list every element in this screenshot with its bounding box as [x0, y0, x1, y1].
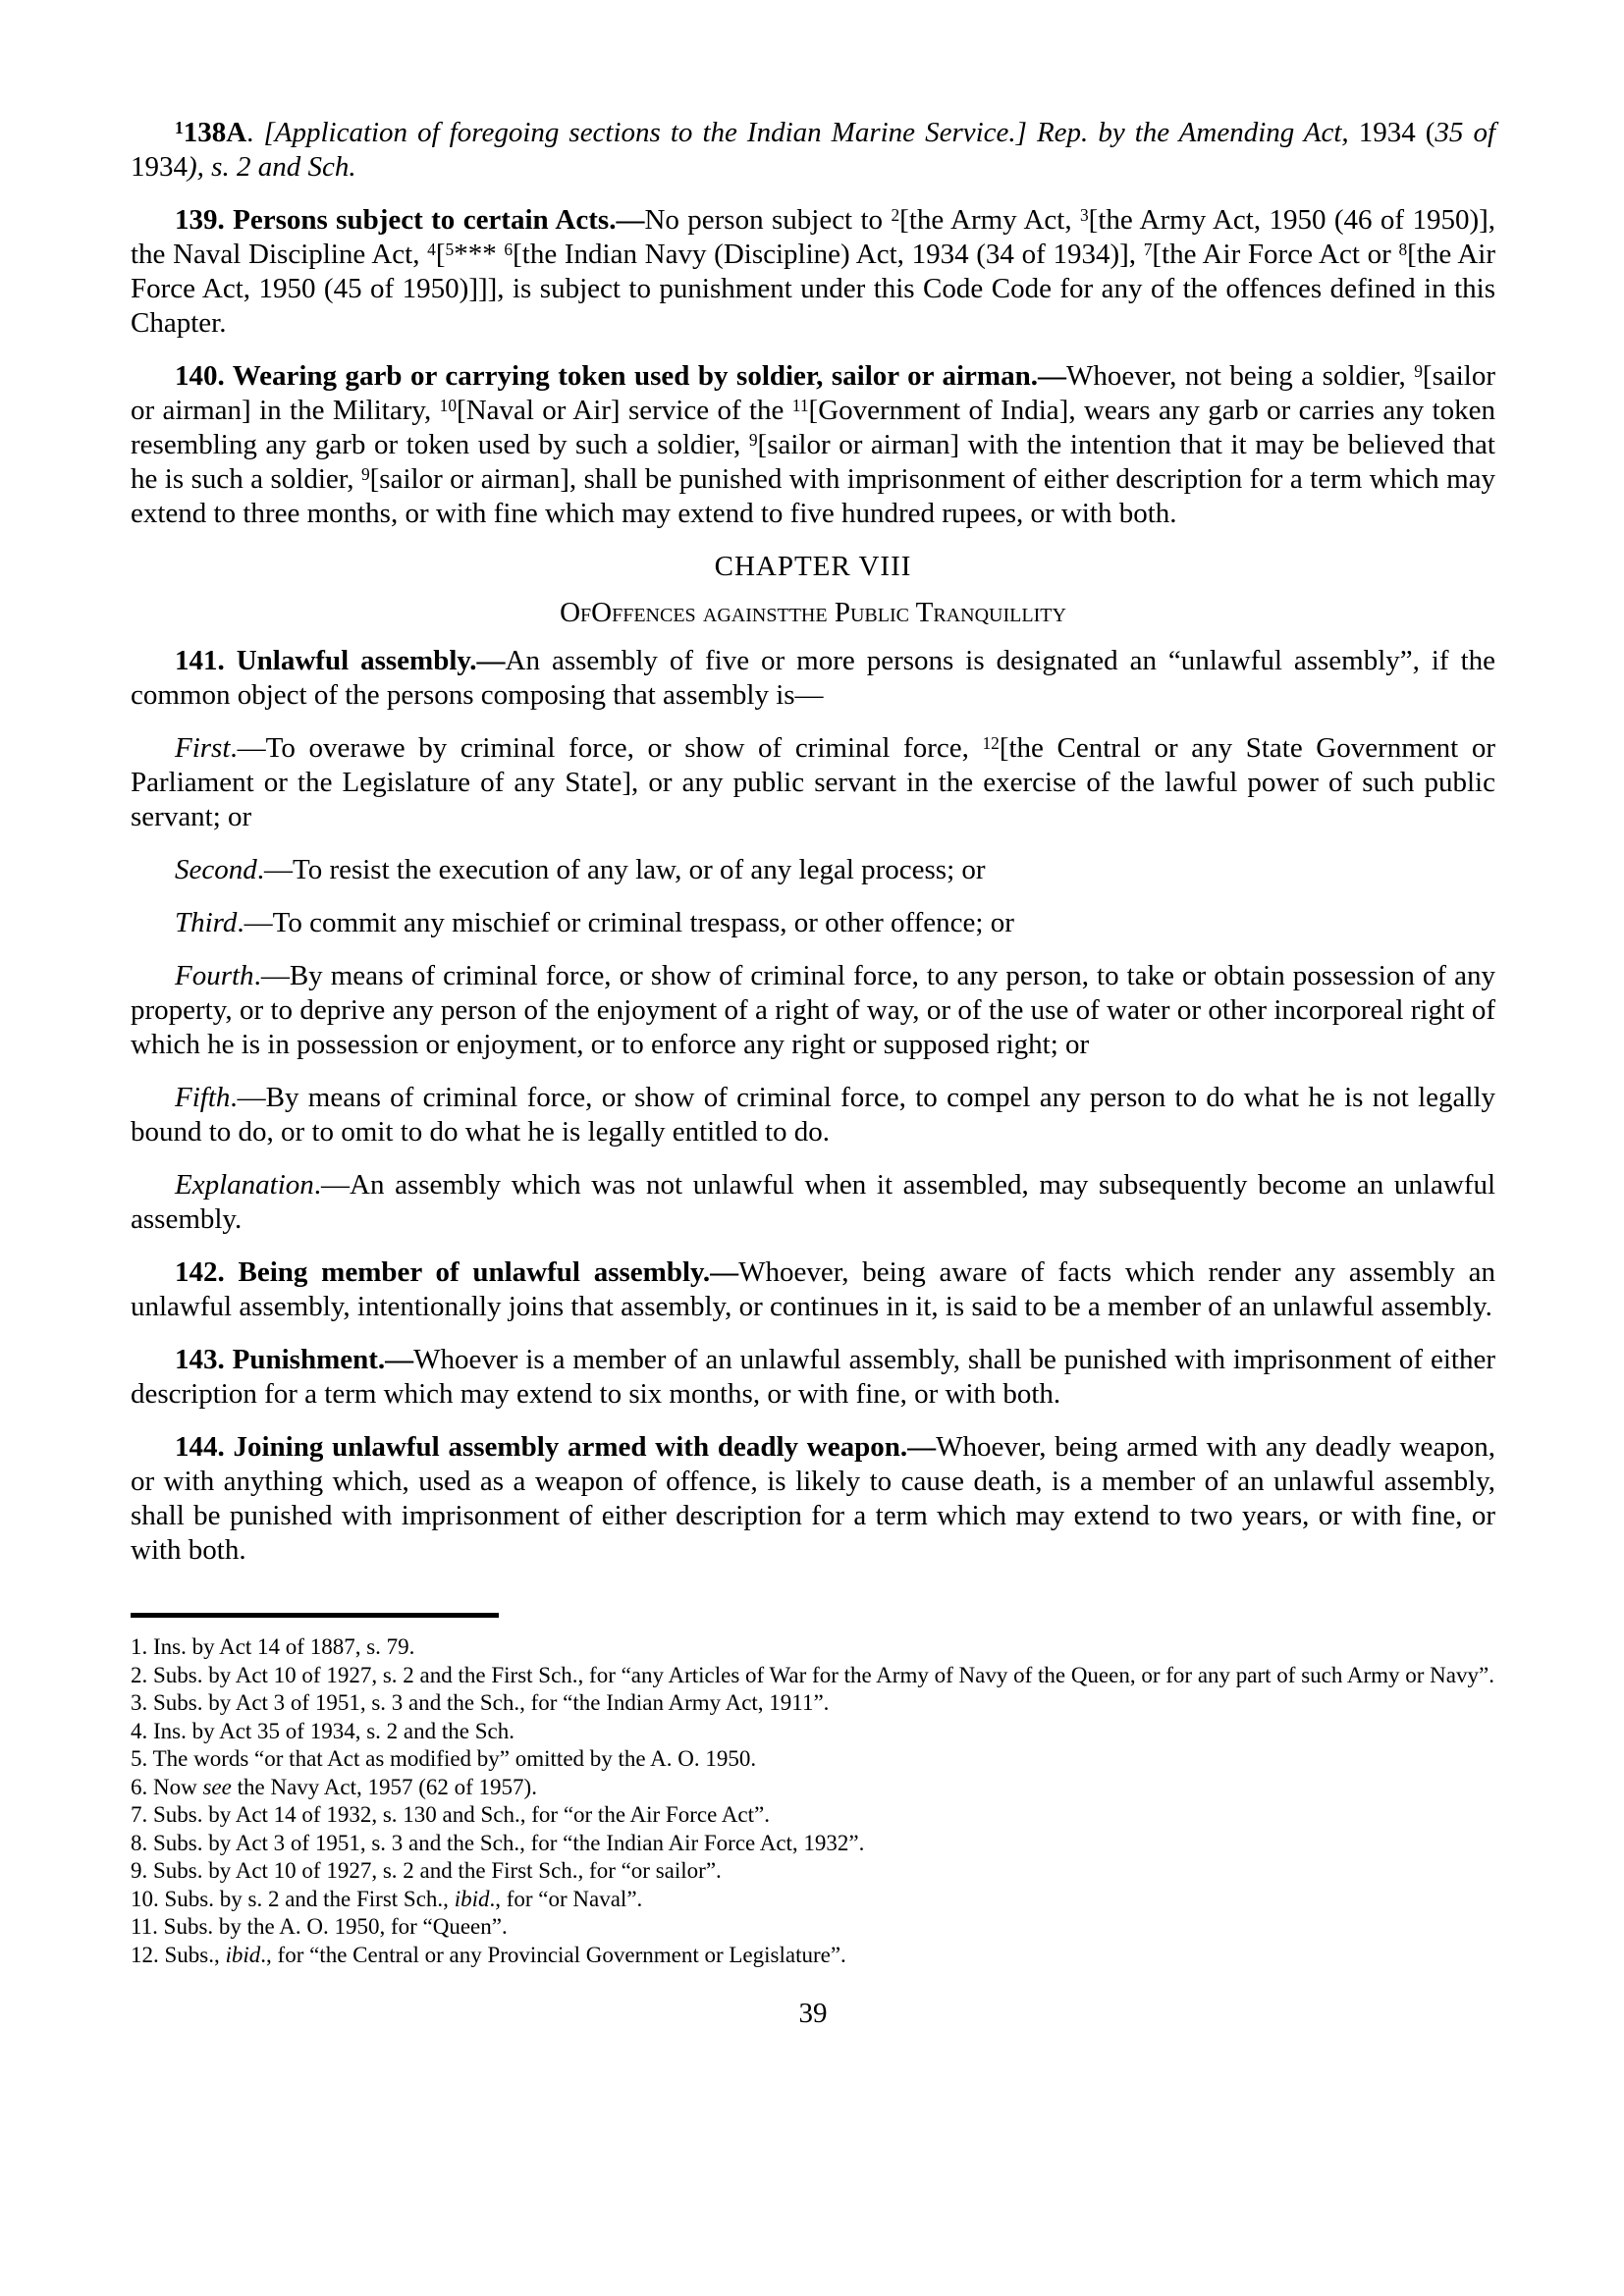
footnote-9: 9. Subs. by Act 10 of 1927, s. 2 and the First Sch., for “or sailor”.	[131, 1858, 722, 1883]
section-144-paragraph: 144. Joining unlawful assembly armed with deadly weapon.—Whoever, being armed with any deadly weapon, or with anything which, used as a weapon of offence, is likely to cause death, is a member of an unlawful assembly, shall be punished with imprisonment of either description for a term which may extend to two years, or with fine, or with both.	[131, 1431, 1495, 1566]
section-138a-paragraph: $^1$138A. [Application of foregoing sections to the Indian Marine Service.] Rep. by the Amending Act, 1934 (35 of 1934), s. 2 and Sch.	[131, 117, 1495, 183]
clause-third-paragraph: Third.—To commit any mischief or criminal trespass, or other offence; or	[175, 907, 1014, 938]
section-142-paragraph: 142. Being member of unlawful assembly.—Whoever, being aware of facts which render any assembly an unlawful assembly, intentionally joins that assembly, or continues in it, is said to be a member of an unlawful assembly.	[131, 1256, 1495, 1322]
section-139-paragraph: 139. Persons subject to certain Acts.—No person subject to $^2$[the Army Act, $^3$[the Army Act, 1950 (46 of 1950)], the Naval Discipline Act, $^4$[$^5$*** $^6$[the Indian Navy (Discipline) Act, 1934 (34 of 1934)], $^7$[the Air Force Act or $^8$[the Air Force Act, 1950 (45 of 1950)]]], is subject to punishment under this Code Code for any of the offences defined in this Chapter.	[131, 204, 1496, 339]
footnote-7: 7. Subs. by Act 14 of 1932, s. 130 and Sch., for “or the Air Force Act”.	[131, 1802, 770, 1827]
clause-fifth-paragraph: Fifth.—By means of criminal force, or show of criminal force, to compel any person to do what he is not legally bound to do, or to omit to do what he is legally entitled to do.	[131, 1082, 1495, 1148]
explanation-paragraph: Explanation.—An assembly which was not unlawful when it assembled, may subsequently become an unlawful assembly.	[131, 1169, 1495, 1235]
chapter-subtitle: OfOffences againstthe Public Tranquillity	[560, 597, 1066, 628]
footnote-3: 3. Subs. by Act 3 of 1951, s. 3 and the Sch., for “the Indian Army Act, 1911”.	[131, 1690, 830, 1715]
footnote-8: 8. Subs. by Act 3 of 1951, s. 3 and the Sch., for “the Indian Air Force Act, 1932”.	[131, 1830, 865, 1855]
clause-fourth-paragraph: Fourth.—By means of criminal force, or show of criminal force, to any person, to take or obtain possession of any property, or to deprive any person of the enjoyment of a right of way, or of the use of water or other incorporeal right of which he is in possession or enjoyment, or to enforce any right or supposed right; or	[131, 960, 1495, 1060]
clause-first-paragraph: First.—To overawe by criminal force, or show of criminal force, $^{12}$[the Central or any State Government or Parliament or the Legislature of any State], or any public servant in the exercise of the lawful power of such public servant; or	[131, 732, 1495, 832]
page-number: 39	[798, 1998, 828, 2029]
footnotes-section	[131, 1633, 1495, 1969]
section-140-paragraph: 140. Wearing garb or carrying token used by soldier, sailor or airman.—Whoever, not being a soldier, $^9$[sailor or airman] in the Military, $^{10}$[Naval or Air] service of the $^{11}$[Government of India], wears any garb or carries any token resembling any garb or token used by such a soldier, $^9$[sailor or airman] with the intention that it may be believed that he is such a soldier, $^9$[sailor or airman], shall be punished with imprisonment of either description for a term which may extend to three months, or with fine which may extend to five hundred rupees, or with both.	[131, 360, 1495, 529]
section-143-paragraph: 143. Punishment.—Whoever is a member of an unlawful assembly, shall be punished with imprisonment of either description for a term which may extend to six months, or with fine, or with both.	[131, 1344, 1495, 1410]
section-141-paragraph: 141. Unlawful assembly.—An assembly of five or more persons is designated an “unlawful assembly”, if the common object of the persons composing that assembly is—	[131, 645, 1495, 711]
footnote-1: 1. Ins. by Act 14 of 1887, s. 79.	[131, 1634, 415, 1659]
footnote-6: 6. Now see the Navy Act, 1957 (62 of 1957).	[131, 1774, 537, 1799]
footnote-12: 12. Subs., ibid., for “the Central or any Provincial Government or Legislature”.	[131, 1942, 846, 1967]
chapter-heading: CHAPTER VIII	[714, 551, 912, 582]
footnote-separator-rule	[131, 1613, 499, 1618]
footnote-5: 5. The words “or that Act as modified by” omitted by the A. O. 1950.	[131, 1746, 757, 1771]
footnote-11: 11. Subs. by the A. O. 1950, for “Queen”.	[131, 1914, 508, 1939]
footnote-2: 2. Subs. by Act 10 of 1927, s. 2 and the First Sch., for “any Articles of War for the Army of Navy of the Queen, or for any part of such Army or Navy”.	[131, 1662, 1494, 1687]
clause-second-paragraph: Second.—To resist the execution of any law, or of any legal process; or	[175, 854, 986, 885]
footnote-10: 10. Subs. by s. 2 and the First Sch., ibid., for “or Naval”.	[131, 1886, 643, 1911]
footnote-4: 4. Ins. by Act 35 of 1934, s. 2 and the Sch.	[131, 1718, 514, 1743]
